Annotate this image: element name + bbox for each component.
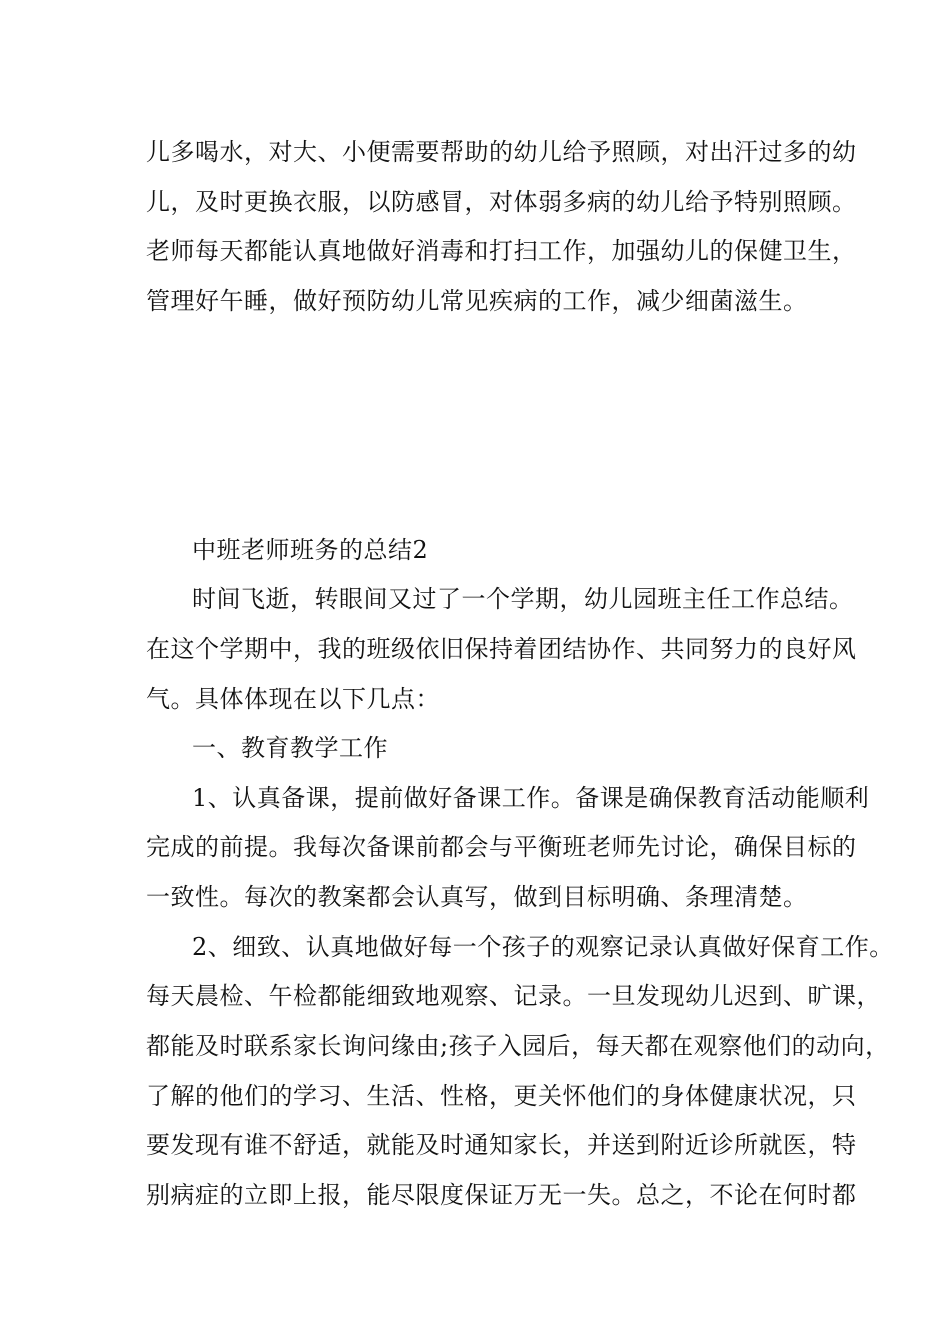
paragraph-line: 气。具体体现在以下几点： (146, 685, 440, 713)
paragraph-line: 2、细致、认真地做好每一个孩子的观察记录认真做好保育工作。 (192, 933, 894, 961)
paragraph-line: 每天晨检、午检都能细致地观察、记录。一旦发现幼儿迟到、旷课， (146, 982, 881, 1010)
heading-education: 一、教育教学工作 (192, 734, 388, 762)
paragraph-line: 时间飞逝，转眼间又过了一个学期，幼儿园班主任工作总结。 (192, 585, 854, 613)
paragraph-line: 老师每天都能认真地做好消毒和打扫工作，加强幼儿的保健卫生， (146, 237, 857, 265)
paragraph-line: 管理好午睡，做好预防幼儿常见疾病的工作，减少细菌滋生。 (146, 287, 808, 315)
paragraph-line: 别病症的立即上报，能尽限度保证万无一失。总之，不论在何时都 (146, 1181, 857, 1209)
paragraph-line: 在这个学期中，我的班级依旧保持着团结协作、共同努力的良好风 (146, 635, 857, 663)
paragraph-line: 一致性。每次的教案都会认真写，做到目标明确、条理清楚。 (146, 883, 808, 911)
paragraph-line: 完成的前提。我每次备课前都会与平衡班老师先讨论，确保目标的 (146, 833, 857, 861)
paragraph-line: 了解的他们的学习、生活、性格，更关怀他们的身体健康状况，只 (146, 1082, 857, 1110)
paragraph-line: 都能及时联系家长询问缘由;孩子入园后，每天都在观察他们的动向， (146, 1032, 890, 1060)
paragraph-line: 儿多喝水，对大、小便需要帮助的幼儿给予照顾，对出汗过多的幼 (146, 138, 857, 166)
paragraph-line: 儿，及时更换衣服，以防感冒，对体弱多病的幼儿给予特别照顾。 (146, 188, 857, 216)
paragraph-line: 要发现有谁不舒适，就能及时通知家长，并送到附近诊所就医，特 (146, 1131, 857, 1159)
paragraph-line: 1、认真备课，提前做好备课工作。备课是确保教育活动能顺利 (192, 784, 870, 812)
section-title: 中班老师班务的总结2 (192, 536, 429, 564)
